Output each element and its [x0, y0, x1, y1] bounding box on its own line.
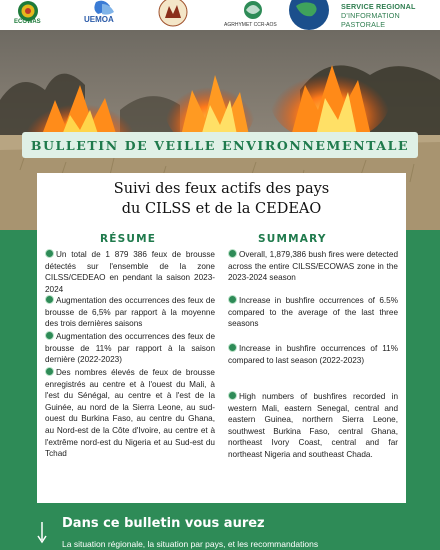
sripp-line2: D'INFORMATION PASTORALE — [341, 11, 400, 29]
ecowas-logo — [12, 0, 44, 26]
list-item-text: Overall, 1,879,386 bush fires were detected across the entire CILSS/ECOWAS zone in the 2023-2024 season — [228, 250, 398, 283]
globe-logo — [284, 0, 334, 30]
uemoa-caption: UEMOA — [84, 15, 114, 24]
list-item — [45, 295, 215, 330]
ecowas-caption: ECOWAS — [14, 19, 41, 25]
list-item-text: High numbers of bushfires recorded in western Mali, eastern Senegal, central and eastern Guinea, northern Sierra Leone, southwest Burkina Faso, central Ghana, northeast Ivory Coast, central and far northeast Nigeria and southeast Chada. — [228, 392, 398, 459]
bulletin-contents-heading: Dans ce bulletin vous aurez — [62, 516, 265, 531]
list-item-text: Increase in bushfire occurrences of 6.5% compared to the average of the last three seasons — [228, 296, 398, 329]
list-item — [45, 249, 215, 295]
list-item-text: Un total de 1 879 386 feux de brousse détectés sur l'ensemble de la zone CILSS/CEDEAO en pendant la saison 2023-2024 — [45, 250, 215, 294]
sripp-logo-text — [341, 2, 440, 29]
green-bullet-icon — [45, 295, 54, 304]
card-title-line1: Suivi des feux actifs des pays — [113, 181, 330, 197]
card-title-line2: du CILSS et de la CEDEAO — [121, 201, 322, 217]
list-item-text: Augmentation des occurrences des feux de brousse de 11% par rapport à la saison dernière (2022-2023) — [45, 332, 215, 365]
list-item-text: Des nombres élevés de feux de brousse enregistrés au centre et à l'ouest du Mali, à l'est du Sénégal, au centre et à l'est de la Guinée, au nord de la Sierra Leone, au sud-ouest du Burkina Faso, au centre du Ghana, au Nord-est de la Côte d'Ivoire, au centre et à l'extrême nord-est du Nigeria et au Sud-est du Tchad — [45, 368, 215, 459]
list-item-text: Augmentation des occurrences des feux de brousse de 6,5% par rapport à la moyenne des trois dernières saisons — [45, 296, 215, 329]
green-bullet-icon — [228, 343, 237, 352]
list-item — [228, 391, 398, 461]
green-bullet-icon — [45, 367, 54, 376]
list-item — [228, 295, 398, 330]
sripp-line1: SERVICE REGIONAL — [341, 2, 416, 11]
arrow-down-icon — [37, 522, 47, 544]
green-bullet-icon — [228, 249, 237, 258]
list-item-text: Increase in bushfire occurrences of 11% compared to last season (2022-2023) — [228, 344, 398, 365]
list-item — [45, 331, 215, 366]
list-item — [228, 249, 398, 284]
bulletin-title-banner — [22, 132, 418, 158]
green-bullet-icon — [228, 295, 237, 304]
logo-strip — [0, 0, 440, 30]
card-title — [37, 179, 406, 219]
french-summary-heading: RÉSUME — [100, 233, 157, 245]
uemoa-logo — [84, 0, 126, 26]
english-summary-heading: SUMMARY — [258, 233, 327, 245]
green-bullet-icon — [45, 331, 54, 340]
green-bullet-icon — [45, 249, 54, 258]
list-item — [45, 367, 215, 460]
agrhymet-logo — [222, 0, 284, 30]
list-item — [228, 343, 398, 366]
summary-card — [37, 173, 406, 503]
cilss-logo — [150, 0, 196, 28]
bulletin-title: BULLETIN DE VEILLE ENVIRONNEMENTALE — [30, 137, 410, 153]
agrhymet-caption: AGRHYMET CCR-AOS — [224, 22, 277, 28]
bulletin-contents-description: La situation régionale, la situation par pays, et les recommandations — [62, 539, 319, 549]
green-bullet-icon — [228, 391, 237, 400]
